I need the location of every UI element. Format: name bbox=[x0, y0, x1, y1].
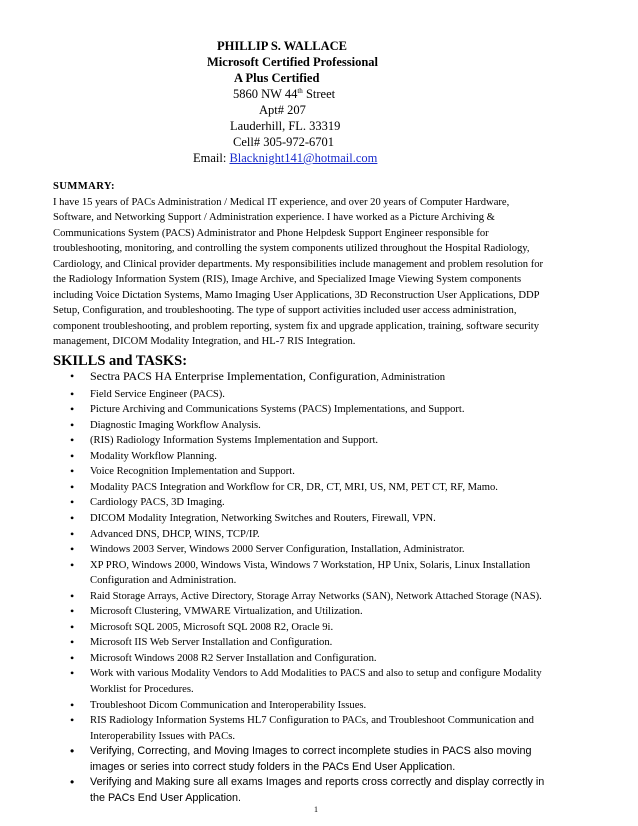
list-item: • Modality PACS Integration and Workflow for CR, DR, CT, MRI, US, NM, PET CT, RF, Mamo. bbox=[53, 480, 593, 496]
summary-line: Software, and Networking Support / Administration experience. I have worked as a Picture Archiving & bbox=[53, 212, 495, 224]
list-item-line: the PACs End User Application. bbox=[90, 791, 242, 804]
list-item: • Modality Workflow Planning. bbox=[53, 449, 593, 465]
summary-line: troubleshooting, monitoring, and controlling the system components utilized throughout the Hospital Radiology, bbox=[53, 243, 530, 255]
summary-line: the Radiology Information System (RIS), Image Archive, and Specialized Image Viewing System components bbox=[53, 274, 522, 286]
summary-line: component troubleshooting, and problem reporting, system fix and upgrade application, training, software security bbox=[53, 320, 540, 332]
skills-list bbox=[53, 368, 593, 807]
skills-heading: SKILLS and TASKS: bbox=[53, 353, 188, 369]
list-item: • DICOM Modality Integration, Networking Switches and Routers, Firewall, VPN. bbox=[53, 511, 593, 527]
list-item: • Microsoft Windows 2008 R2 Server Installation and Configuration. bbox=[53, 651, 593, 667]
skill-tail-text: , Administration bbox=[376, 372, 446, 383]
street-address bbox=[233, 86, 335, 102]
page-number: 1 bbox=[314, 805, 318, 814]
list-item-line: Worklist for Procedures. bbox=[90, 683, 194, 695]
street-address-number: 5860 NW 44 bbox=[233, 87, 298, 101]
email-label: Email: bbox=[193, 151, 230, 165]
list-item-line: Configuration and Administration. bbox=[90, 575, 237, 587]
list-item: • Advanced DNS, DHCP, WINS, TCP/IP. bbox=[53, 527, 593, 543]
summary-line: Setup, Configuration, and troubleshooting. The type of support activities included user access administration, bbox=[53, 305, 517, 317]
list-item-line: • Verifying, Correcting, and Moving Images to correct incomplete studies in PACS also moving bbox=[90, 745, 532, 758]
list-item: • (RIS) Radiology Information Systems Implementation and Support. bbox=[53, 433, 593, 449]
summary-line: I have 15 years of PACs Administration / Medical IT experience, and over 20 years of Computer Hardware, bbox=[53, 196, 510, 208]
list-item: • Microsoft IIS Web Server Installation and Configuration. bbox=[53, 635, 593, 651]
list-item-line: • RIS Radiology Information Systems HL7 Configuration to PACs, and Troubleshoot Communication and bbox=[90, 715, 534, 727]
email-link[interactable]: Blacknight141@hotmail.com bbox=[229, 151, 378, 165]
list-item bbox=[53, 713, 593, 744]
list-item: • Microsoft Clustering, VMWARE Virtualization, and Utilization. bbox=[53, 604, 593, 620]
list-item bbox=[53, 744, 593, 775]
apartment: Apt# 207 bbox=[259, 103, 306, 117]
summary-heading: SUMMARY: bbox=[53, 181, 115, 192]
list-item: • Field Service Engineer (PACS). bbox=[53, 387, 593, 403]
certification-mcp: Microsoft Certified Professional bbox=[207, 55, 379, 69]
list-item bbox=[53, 558, 593, 589]
list-item bbox=[53, 775, 593, 806]
list-item-line: Interoperability Issues with PACs. bbox=[90, 730, 235, 742]
list-item: • Cardiology PACS, 3D Imaging. bbox=[53, 495, 593, 511]
list-item-line: • Work with various Modality Vendors to Add Modalities to PACS and also to setup and configure Modality bbox=[90, 668, 542, 680]
list-item: • Voice Recognition Implementation and Support. bbox=[53, 464, 593, 480]
summary-section bbox=[53, 179, 593, 350]
summary-line: Cardiology, and Clinical provider departments. My responsibilities include management and problem resolution for bbox=[53, 258, 544, 270]
skill-main-text: Sectra PACS HA Enterprise Implementation, Configuration bbox=[90, 369, 377, 383]
list-item: • Microsoft SQL 2005, Microsoft SQL 2008 R2, Oracle 9i. bbox=[53, 620, 593, 636]
list-item: • Diagnostic Imaging Workflow Analysis. bbox=[53, 418, 593, 434]
cell-phone: Cell# 305-972-6701 bbox=[233, 135, 335, 149]
street-address-suffix: th bbox=[297, 86, 303, 95]
list-item-line: • Verifying and Making sure all exams Images and reports cross correctly and display correctly in bbox=[90, 776, 545, 789]
candidate-name: PHILLIP S. WALLACE bbox=[217, 39, 348, 53]
street-address-street: Street bbox=[302, 87, 336, 101]
list-item: • Troubleshoot Dicom Communication and Interoperability Issues. bbox=[53, 698, 593, 714]
summary-line: Communications System (PACS) Administrator and Phone Helpdesk Support Engineer responsible for bbox=[53, 227, 489, 239]
list-item-line: images or series into correct study folders in the PACs End User Application. bbox=[90, 760, 456, 773]
summary-line: management, DICOM Modality Integration, and HL-7 RIS Integration. bbox=[53, 336, 356, 348]
list-item-line: • XP PRO, Windows 2000, Windows Vista, Windows 7 Workstation, HP Unix, Solaris, Linux Installation bbox=[90, 559, 531, 571]
summary-line: including Voice Dictation Systems, Mamo Imaging User Applications, 3D Reconstruction User Applications, DDP bbox=[53, 289, 540, 301]
email-line bbox=[193, 150, 377, 166]
certification-aplus: A Plus Certified bbox=[234, 71, 320, 85]
list-item bbox=[53, 666, 593, 697]
list-item bbox=[53, 368, 593, 387]
list-item: • Raid Storage Arrays, Active Directory, Storage Array Networks (SAN), Network Attached Storage (NAS). bbox=[53, 589, 593, 605]
list-item: • Windows 2003 Server, Windows 2000 Server Configuration, Installation, Administrator. bbox=[53, 542, 593, 558]
city-state-zip: Lauderhill, FL. 33319 bbox=[230, 119, 341, 133]
list-item: • Picture Archiving and Communications Systems (PACS) Implementations, and Support. bbox=[53, 402, 593, 418]
